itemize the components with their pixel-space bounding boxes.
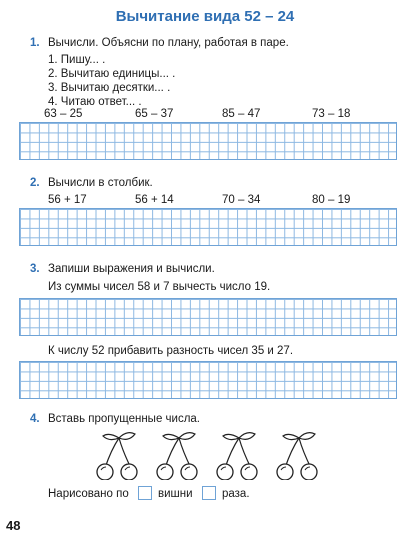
task-1-number: 1. xyxy=(30,37,40,49)
plan-step-1: 1. Пишу... . xyxy=(48,54,106,66)
plan-step-4: 4. Читаю ответ... . xyxy=(48,96,142,108)
task-3-line-1: Из суммы чисел 58 и 7 вычесть число 19. xyxy=(48,281,271,293)
task-2-expression: 70 – 34 xyxy=(222,194,261,206)
plan-step-3: 3. Вычитаю десятки... . xyxy=(48,82,171,94)
cherry-pair-icon xyxy=(217,433,257,480)
task-2-expression: 56 + 17 xyxy=(48,194,87,206)
task-1-expression: 63 – 25 xyxy=(44,108,83,120)
plan-step-2: 2. Вычитаю единицы... . xyxy=(48,68,176,80)
cherry-pair-icon xyxy=(157,433,197,480)
task-3-answer-grid-1[interactable] xyxy=(19,298,397,336)
answer-text-part-3: раза. xyxy=(222,488,250,500)
cherry-pair-icon xyxy=(277,433,317,480)
answer-text-part-1: Нарисовано по xyxy=(48,488,129,500)
task-3-number: 3. xyxy=(30,263,40,275)
answer-box-1[interactable] xyxy=(138,486,152,500)
task-3-text: Запиши выражения и вычисли. xyxy=(48,263,215,275)
cherries-illustration xyxy=(92,430,332,480)
task-3-answer-grid-2[interactable] xyxy=(19,361,397,399)
task-1-expression: 85 – 47 xyxy=(222,108,261,120)
task-1-expression: 73 – 18 xyxy=(312,108,351,120)
task-2-text: Вычисли в столбик. xyxy=(48,177,153,189)
task-2-expression: 80 – 19 xyxy=(312,194,351,206)
cherry-pair-icon xyxy=(97,433,137,480)
task-3-line-2: К числу 52 прибавить разность чисел 35 и 27. xyxy=(48,345,294,357)
answer-text-part-2: вишни xyxy=(158,488,193,500)
task-4-text: Вставь пропущенные числа. xyxy=(48,413,200,425)
task-2-number: 2. xyxy=(30,177,40,189)
task-1-text: Вычисли. Объясни по плану, работая в паре. xyxy=(48,37,289,49)
page-title: Вычитание вида 52 – 24 xyxy=(115,8,295,25)
task-4-number: 4. xyxy=(30,413,40,425)
page-number: 48 xyxy=(6,518,21,533)
task-2-answer-grid[interactable] xyxy=(19,208,397,246)
task-2-expression: 56 + 14 xyxy=(135,194,174,206)
task-1-answer-grid[interactable] xyxy=(19,122,397,160)
task-1-expression: 65 – 37 xyxy=(135,108,174,120)
answer-box-2[interactable] xyxy=(202,486,216,500)
